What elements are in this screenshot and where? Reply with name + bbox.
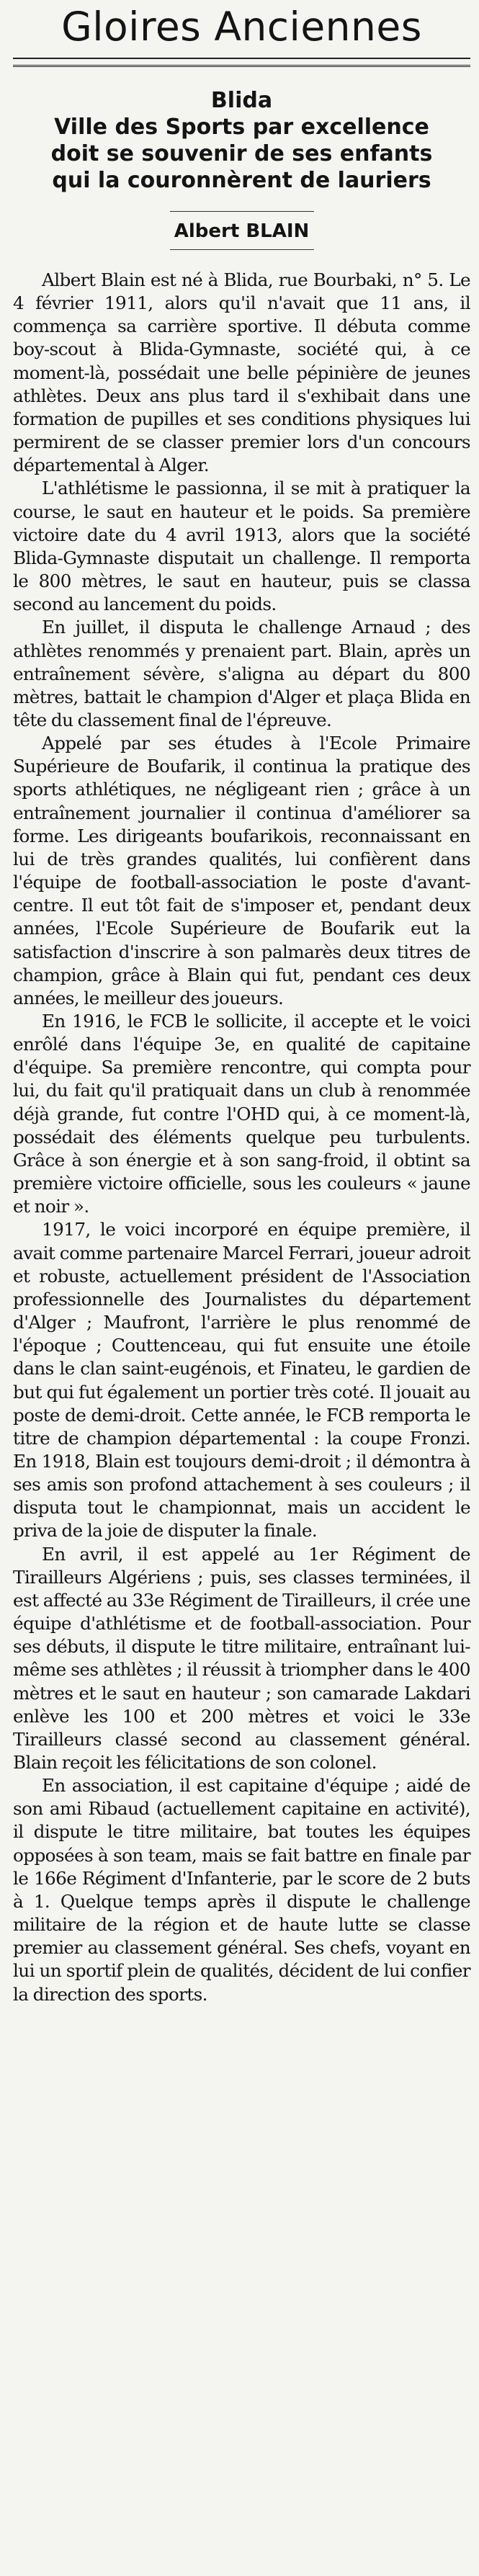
section-heading: Gloires Anciennes [61,4,422,50]
author-bottom-rule [170,249,314,250]
subhead-line: Ville des Sports par excellence [54,115,429,140]
article-author: Albert BLAIN [174,220,310,242]
subhead-line: Blida [210,88,273,113]
article-paragraph: En avril, il est appelé au 1er Régiment de Tirailleurs Algériens ; puis, ses classes terminées, il est affecté au 33e Régiment de Tirailleurs, il crée une équipe d'athlétisme et de football-association. Pour ses débuts, il dispute le titre militaire, entraînant lui-même ses athlètes ; il réussit à triompher dans le 400 mètres et le saut en hauteur ; son camarade Lakdari enlève les 100 et 200 mètres et voici le 33e Tirailleurs classé second au classement général. Blain reçoit les félicitations de son colonel. [13,1543,470,1773]
article-paragraph: Albert Blain est né à Blida, rue Bourbaki, n° 5. Le 4 février 1911, alors qu'il n'avait que 11 ans, il commença sa carrière sportive. Il débuta comme boy-scout à Blida-Gymnaste, société qui, à ce moment-là, possédait une belle pépinière de jeunes athlètes. Deux ans plus tard il s'exhibait dans une formation de pupilles et ses conditions physiques lui permirent de se classer premier lors d'un concours départemental à Alger. [13,269,470,476]
author-top-rule [170,211,314,212]
heading-double-rule [13,65,470,68]
article-paragraph: En association, il est capitaine d'équipe ; aidé de son ami Ribaud (actuellement capitaine en activité), il dispute le titre militaire, bat toutes les équipes opposées à son team, mais se fait battre en finale par le 166e Régiment d'Infanterie, par le score de 2 buts à 1. Quelque temps après il dispute le challenge militaire de la région et de haute lutte se classe premier au classement général. Ses chefs, voyant en lui un sportif plein de qualités, décident de lui confier la direction des sports. [13,1775,470,2005]
article-paragraph: L'athlétisme le passionna, il se mit à pratiquer la course, le saut en hauteur et le poids. Sa première victoire date du 4 avril 1913, alors que la société Blida-Gymnaste disputait un challenge. Il remporta le 800 mètres, le saut en hauteur, puis se classa second au lancement du poids. [13,478,470,615]
subhead-line: doit se souvenir de ses enfants [50,141,433,166]
subhead-line: qui la couronnèrent de lauriers [52,168,431,193]
article-paragraph: 1917, le voici incorporé en équipe première, il avait comme partenaire Marcel Ferrari, joueur adroit et robuste, actuellement président de l'Association professionnelle des Journalistes du département d'Alger ; Maufront, l'arrière le plus renommé de l'époque ; Couttenceau, qui fut ensuite une étoile dans le clan saint-eugénois, et Finateu, le gardien de but qui fut également un portier très coté. Il jouait au poste de demi-droit. Cette année, le FCB remporta le titre de champion départemental : la coupe Fronzi. En 1918, Blain est toujours demi-droit ; il démontra à ses amis son profond attachement à ses couleurs ; il disputa tout le championnat, mais un accident le priva de la joie de disputer la finale. [13,1219,470,1542]
article-paragraph: Appelé par ses études à l'Ecole Primaire Supérieure de Boufarik, il continua la pratique des sports athlétiques, ne négligeant rien ; grâce à un entraînement journalier il continua d'améliorer sa forme. Les dirigeants boufarikois, reconnaissant en lui de très grandes qualités, lui confièrent dans l'équipe de football-association le poste d'avant-centre. Il eut tôt fait de s'imposer et, pendant deux années, l'Ecole Supérieure de Boufarik eut la satisfaction d'inscrire à son palmarès deux titres de champion, grâce à Blain qui fut, pendant ces deux années, le meilleur des joueurs. [13,733,470,1009]
article-body [13,269,470,2006]
heading-rule [13,58,470,59]
article-subhead [13,87,470,194]
article-paragraph: En juillet, il disputa le challenge Arnaud ; des athlètes renommés y prenaient part. Blain, après un entraînement sévère, s'aligna au départ du 800 mètres, battait le champion d'Alger et plaça Blida en tête du classement final de l'épreuve. [13,617,470,730]
article-paragraph: En 1916, le FCB le sollicite, il accepte et le voici enrôlé dans l'équipe 3e, en qualité de capitaine d'équipe. Sa première rencontre, qui compta pour lui, du fait qu'il pratiquait dans un club à renommée déjà grande, fut contre l'OHD qui, à ce moment-là, possédait des éléments quelque peu turbulents. Grâce à son énergie et à son sang-froid, il obtint sa première victoire officielle, sous les couleurs « jaune et noir ». [13,1011,470,1217]
